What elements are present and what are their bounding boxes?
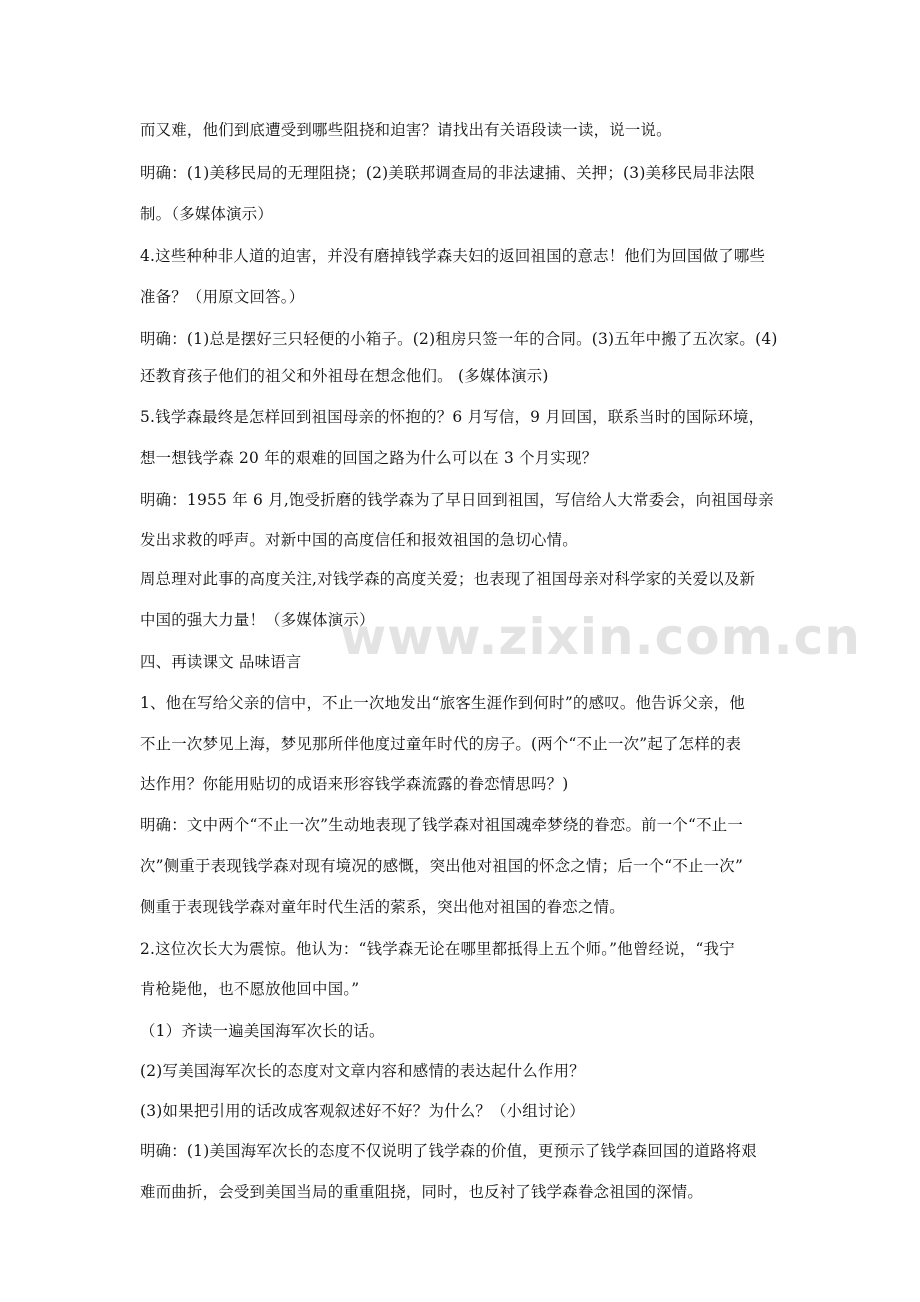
text-line: 想一想钱学森 20 年的艰难的回国之路为什么可以在 3 个月实现？	[140, 449, 598, 467]
text-line: 中国的强大力量！（多媒体演示）	[140, 611, 375, 629]
text-line: 2.这位次长大为震惊。他认为：“钱学森无论在哪里都抵得上五个师。”他曾经说，“我宁	[140, 940, 735, 958]
text-line: 明确：(1)美移民局的无理阻挠；(2)美联邦调查局的非法逮捕、关押；(3)美移民局非法限	[140, 164, 756, 182]
text-line: 还教育孩子他们的祖父和外祖母在想念他们。 (多媒体演示)	[140, 367, 549, 385]
text-line: 而又难，他们到底遭受到哪些阻挠和迫害？请找出有关语段读一读，说一说。	[140, 121, 672, 139]
text-line: 制。（多媒体演示）	[140, 205, 274, 223]
text-line: 准备？（用原文回答。）	[140, 288, 305, 306]
text-line: 不止一次梦见上海，梦见那所伴他度过童年时代的房子。(两个“不止一次”起了怎样的表	[140, 735, 742, 753]
text-line: （1）齐读一遍美国海军次长的话。	[140, 1022, 385, 1040]
text-line: 明确：文中两个“不止一次”生动地表现了钱学森对祖国魂牵梦绕的眷恋。前一个“不止一	[140, 816, 744, 834]
text-line: 5.钱学森最终是怎样回到祖国母亲的怀抱的？6 月写信，9 月回国，联系当时的国际环境，	[140, 408, 765, 426]
text-line: 次”侧重于表现钱学森对现有境况的感慨，突出他对祖国的怀念之情；后一个“不止一次”	[140, 857, 744, 875]
text-line: (3)如果把引用的话改成客观叙述好不好？为什么？（小组讨论）	[140, 1102, 585, 1120]
text-line: 明确：(1)总是摆好三只轻便的小箱子。(2)租房只签一年的合同。(3)五年中搬了五次家。(4)	[140, 330, 778, 348]
text-line: 侧重于表现钱学森对童年时代生活的萦系，突出他对祖国的眷恋之情。	[140, 898, 625, 916]
watermark: www.zixin.com.cn	[340, 608, 861, 666]
text-line: 明确：(1)美国海军次长的态度不仅说明了钱学森的价值，更预示了钱学森回国的道路将艰	[140, 1142, 757, 1160]
text-line: 1、他在写给父亲的信中，不止一次地发出“旅客生涯作到何时”的感叹。他告诉父亲，他	[140, 694, 745, 712]
text-line: 4.这些种种非人道的迫害，并没有磨掉钱学森夫妇的返回祖国的意志！他们为回国做了哪些	[140, 247, 766, 265]
text-line: 难而曲折，会受到美国当局的重重阻挠，同时，也反衬了钱学森眷念祖国的深情。	[140, 1183, 704, 1201]
text-line: 肯枪毙他，也不愿放他回中国。”	[140, 980, 360, 998]
text-line: 周总理对此事的高度关注,对钱学森的高度关爱；也表现了祖国母亲对科学家的关爱以及新	[140, 570, 756, 588]
text-line: 发出求救的呼声。对新中国的高度信任和报效祖国的急切心情。	[140, 531, 578, 549]
section-heading: 四、再读课文 品味语言	[140, 653, 302, 671]
text-line: 达作用？你能用贴切的成语来形容钱学森流露的眷恋情思吗？)	[140, 775, 569, 793]
text-line: 明确：1955 年 6 月,饱受折磨的钱学森为了早日回到祖国，写信给人大常委会，向祖国母亲	[140, 491, 774, 509]
text-line: (2)写美国海军次长的态度对文章内容和感情的表达起什么作用？	[140, 1062, 585, 1080]
